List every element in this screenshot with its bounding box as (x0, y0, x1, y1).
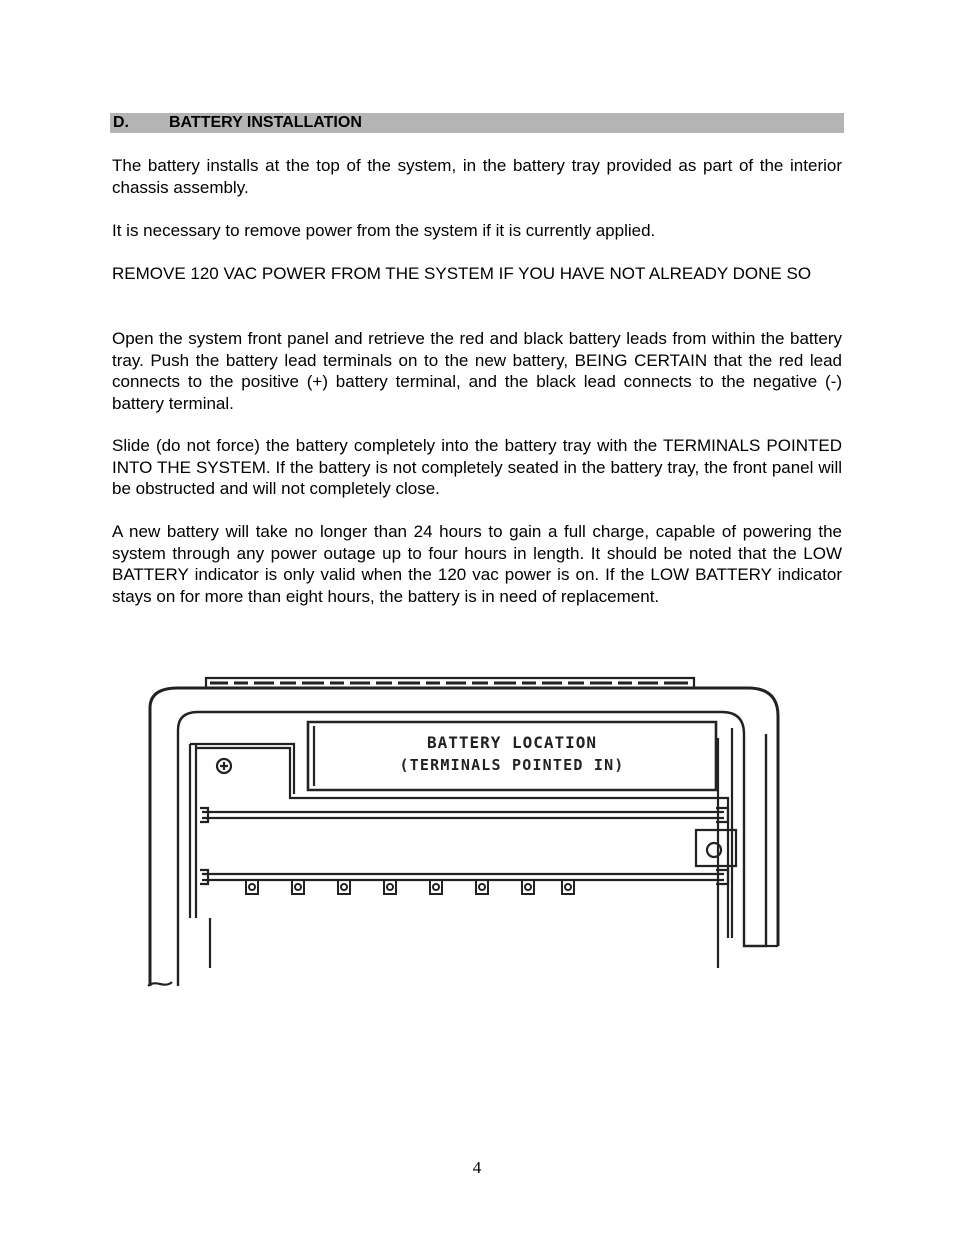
section-letter: D. (113, 114, 129, 131)
paragraph-remove-power: It is necessary to remove power from the system if it is currently applied. (112, 221, 656, 240)
paragraph-charge: A new battery will take no longer than 24 hours to gain a full charge, capable of powering the system through any power outage up to four hours in length. It should be noted that the LOW BATTERY indicator is only valid when the 120 vac power is on. If the LOW BATTERY indicator stays on for more than eight hours, the battery is in need of replacement. (112, 522, 842, 606)
section-title: BATTERY INSTALLATION (169, 114, 362, 131)
section-header (110, 113, 844, 133)
battery-location-diagram (138, 668, 788, 998)
page-number: 4 (472, 1158, 482, 1177)
diagram-label-title: BATTERY LOCATION (426, 733, 598, 752)
paragraph-intro: The battery installs at the top of the system, in the battery tray provided as part of the interior chassis assembly. (112, 156, 842, 197)
diagram-label-subtitle: (TERMINALS POINTED IN) (399, 756, 625, 774)
paragraph-slide: Slide (do not force) the battery completely into the battery tray with the TERMINALS POINTED INTO THE SYSTEM. If the battery is not completely seated in the battery tray, the front panel will be obstructed and will not completely close. (112, 436, 842, 499)
paragraph-warning: REMOVE 120 VAC POWER FROM THE SYSTEM IF YOU HAVE NOT ALREADY DONE SO (112, 264, 812, 283)
paragraph-leads: Open the system front panel and retrieve the red and black battery leads from within the battery tray. Push the battery lead terminals on to the new battery, BEING CERTAIN that the red lead connects to the positive (+) battery terminal, and the black lead connects to the negative (-) battery terminal. (112, 329, 842, 413)
